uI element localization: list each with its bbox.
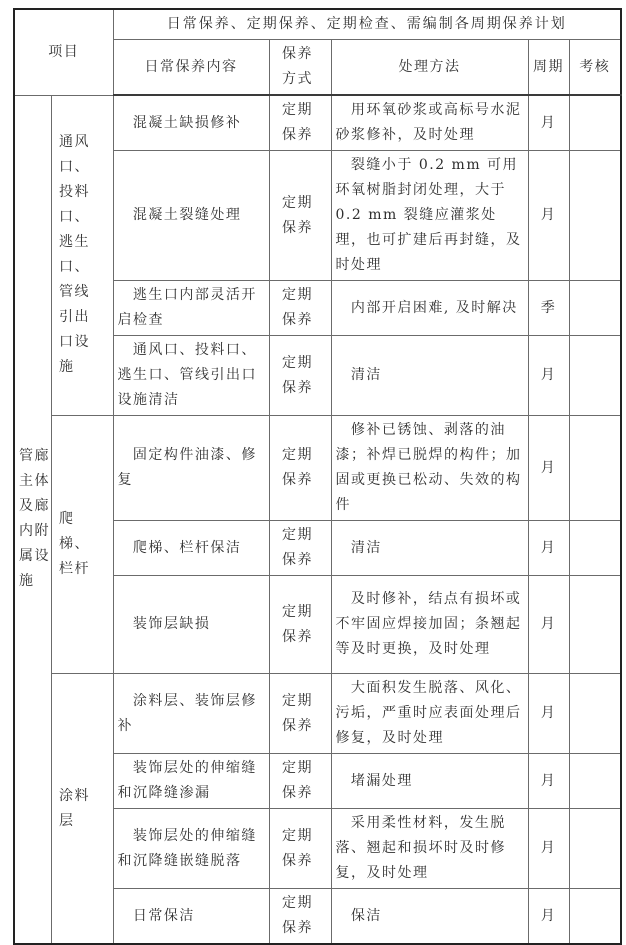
main-category-label: 管廊主体及廊内附属设施 bbox=[19, 448, 50, 590]
maintenance-content-cell: 装饰层处的伸缩缝和沉降缝嵌缝脱落 bbox=[113, 809, 269, 889]
group-label: 爬梯、栏杆 bbox=[59, 511, 90, 577]
method-label: 定期保养 bbox=[282, 827, 313, 869]
maintenance-content-cell: 日常保洁 bbox=[113, 889, 269, 945]
maintenance-method-cell bbox=[269, 416, 331, 521]
maintenance-method-cell bbox=[269, 521, 331, 576]
treatment-cell: 保洁 bbox=[331, 889, 528, 945]
maintenance-content-cell: 爬梯、栏杆保洁 bbox=[113, 521, 269, 576]
assessment-cell bbox=[569, 336, 621, 416]
header-plan-title: 日常保养、定期保养、定期检查、需编制各周期保养计划 bbox=[113, 9, 621, 40]
maintenance-method-cell bbox=[269, 754, 331, 809]
col-header-cycle: 周期 bbox=[528, 40, 569, 96]
cycle-cell: 月 bbox=[528, 809, 569, 889]
col-header-method-label: 保养方式 bbox=[282, 46, 313, 87]
assessment-cell bbox=[569, 521, 621, 576]
cycle-cell: 月 bbox=[528, 576, 569, 674]
cycle-cell: 月 bbox=[528, 674, 569, 754]
cycle-cell: 月 bbox=[528, 889, 569, 945]
assessment-cell bbox=[569, 889, 621, 945]
treatment-cell: 及时修补，结点有损坏或不牢固应焊接加固；条翘起等及时更换，及时处理 bbox=[331, 576, 528, 674]
maintenance-method-cell bbox=[269, 336, 331, 416]
group-label: 通风口、投料口、逃生口、管线引出口设施 bbox=[59, 134, 90, 376]
treatment-cell: 采用柔性材料，发生脱落、翘起和损坏时及时修复，及时处理 bbox=[331, 809, 528, 889]
main-category-cell bbox=[14, 95, 51, 944]
maintenance-content-cell: 固定构件油漆、修复 bbox=[113, 416, 269, 521]
method-label: 定期保养 bbox=[282, 895, 313, 936]
cycle-cell: 月 bbox=[528, 416, 569, 521]
method-label: 定期保养 bbox=[282, 287, 313, 328]
group-cell-openings bbox=[51, 95, 113, 416]
assessment-cell bbox=[569, 674, 621, 754]
treatment-cell: 用环氧砂浆或高标号水泥砂浆修补，及时处理 bbox=[331, 95, 528, 151]
maintenance-content-cell: 混凝土裂缝处理 bbox=[113, 151, 269, 281]
table-row bbox=[14, 95, 621, 151]
assessment-cell bbox=[569, 754, 621, 809]
maintenance-content-cell: 逃生口内部灵活开启检查 bbox=[113, 281, 269, 336]
maintenance-method-cell bbox=[269, 95, 331, 151]
maintenance-content-cell: 通风口、投料口、逃生口、管线引出口设施清洁 bbox=[113, 336, 269, 416]
cycle-cell: 月 bbox=[528, 521, 569, 576]
maintenance-content-cell: 装饰层处的伸缩缝和沉降缝渗漏 bbox=[113, 754, 269, 809]
header-project-cell: 项目 bbox=[14, 9, 113, 95]
treatment-cell: 内部开启困难, 及时解决 bbox=[331, 281, 528, 336]
assessment-cell bbox=[569, 416, 621, 521]
cycle-cell: 月 bbox=[528, 95, 569, 151]
maintenance-method-cell bbox=[269, 674, 331, 754]
treatment-cell: 裂缝小于 0.2 mm 可用环氧树脂封闭处理，大于 0.2 mm 裂缝应灌浆处理，也可扩建后再封缝，及时处理 bbox=[331, 151, 528, 281]
treatment-cell: 大面积发生脱落、风化、污垢，严重时应表面处理后修复，及时处理 bbox=[331, 674, 528, 754]
maintenance-method-cell bbox=[269, 151, 331, 281]
cycle-cell: 月 bbox=[528, 754, 569, 809]
col-header-assessment: 考核 bbox=[569, 40, 621, 96]
treatment-cell: 清洁 bbox=[331, 521, 528, 576]
maintenance-content-cell: 涂料层、装饰层修补 bbox=[113, 674, 269, 754]
treatment-cell: 修补已锈蚀、剥落的油漆；补焊已脱焊的构件；加固或更换已松动、失效的构件 bbox=[331, 416, 528, 521]
assessment-cell bbox=[569, 281, 621, 336]
col-header-content: 日常保养内容 bbox=[113, 40, 269, 96]
method-label: 定期保养 bbox=[282, 447, 313, 488]
treatment-cell: 清洁 bbox=[331, 336, 528, 416]
scanned-document-page bbox=[13, 8, 622, 945]
method-label: 定期保养 bbox=[282, 760, 313, 801]
table-row bbox=[14, 674, 621, 754]
col-header-treatment: 处理方法 bbox=[331, 40, 528, 96]
method-label: 定期保养 bbox=[282, 603, 313, 645]
method-label: 定期保养 bbox=[282, 354, 313, 396]
table-row bbox=[14, 416, 621, 521]
cycle-cell: 季 bbox=[528, 281, 569, 336]
maintenance-method-cell bbox=[269, 281, 331, 336]
method-label: 定期保养 bbox=[282, 527, 313, 568]
assessment-cell bbox=[569, 576, 621, 674]
group-cell-ladders bbox=[51, 416, 113, 674]
group-cell-coating bbox=[51, 674, 113, 945]
treatment-cell: 堵漏处理 bbox=[331, 754, 528, 809]
header-row-1 bbox=[14, 9, 621, 40]
maintenance-method-cell bbox=[269, 889, 331, 945]
assessment-cell bbox=[569, 151, 621, 281]
maintenance-plan-table bbox=[13, 8, 622, 945]
method-label: 定期保养 bbox=[282, 692, 313, 734]
cycle-cell: 月 bbox=[528, 336, 569, 416]
maintenance-content-cell: 装饰层缺损 bbox=[113, 576, 269, 674]
maintenance-method-cell bbox=[269, 576, 331, 674]
maintenance-content-cell: 混凝土缺损修补 bbox=[113, 95, 269, 151]
method-label: 定期保养 bbox=[282, 102, 313, 143]
assessment-cell bbox=[569, 809, 621, 889]
group-label: 涂料层 bbox=[59, 787, 90, 829]
col-header-method bbox=[269, 40, 331, 96]
assessment-cell bbox=[569, 95, 621, 151]
method-label: 定期保养 bbox=[282, 194, 313, 236]
cycle-cell: 月 bbox=[528, 151, 569, 281]
maintenance-method-cell bbox=[269, 809, 331, 889]
